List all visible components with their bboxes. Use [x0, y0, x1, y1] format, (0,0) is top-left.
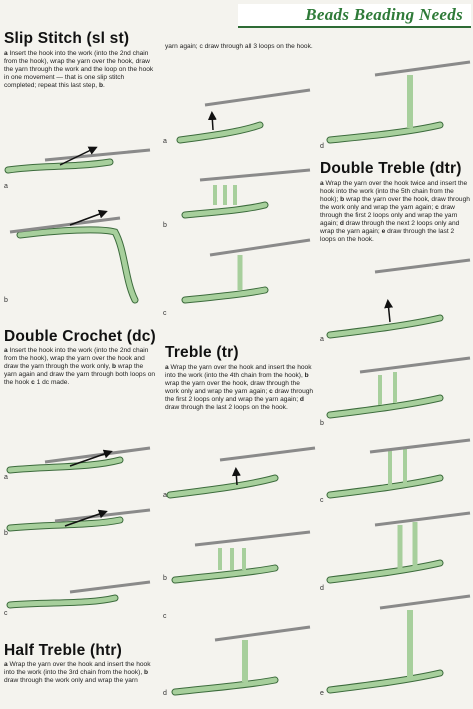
step-key: a	[4, 50, 8, 57]
step-text: draw through the next 2 loops only and wrap the yarn again;	[320, 220, 460, 235]
double-crochet-title: Double Crochet (dc)	[4, 328, 156, 345]
half-treble-title: Half Treble (htr)	[4, 642, 122, 659]
fig-label: c	[163, 310, 167, 317]
fig-label: a	[4, 183, 8, 190]
step-text: Insert the hook into the work (into the 2nd chain from the hook), wrap the yarn over the hook and draw the yarn through the work only,	[4, 347, 149, 370]
fig-label: a	[320, 336, 324, 343]
step-text: wrap the yarn over the hook, draw through the work only and wrap the yarn again;	[165, 380, 300, 395]
fig-label: b	[163, 575, 167, 582]
brand-title: Beads Beading Needs	[305, 5, 463, 24]
step-text: .	[102, 82, 105, 89]
slip-stitch-fig-a	[8, 148, 150, 170]
double-treble-title: Double Treble (dtr)	[320, 160, 462, 177]
treble-fig-b	[175, 532, 310, 580]
half-treble-fig-c	[185, 240, 310, 300]
step-key: e	[381, 228, 386, 235]
step-key: b	[98, 82, 103, 89]
step-text: draw through the first 2 loops only and wrap the yarn again;	[165, 388, 314, 403]
fig-label: d	[163, 690, 167, 697]
double-treble-fig-d	[330, 513, 470, 580]
step-key: b	[304, 372, 309, 379]
fig-label: b	[163, 222, 167, 229]
fig-label: c	[4, 610, 8, 617]
fig-label: a	[163, 138, 167, 145]
step-text: draw through the last 2 loops on the hook.	[165, 404, 288, 411]
treble-fig-d	[175, 627, 310, 692]
step-key: d	[339, 220, 344, 227]
fig-label: d	[320, 143, 324, 150]
double-crochet-fig-c	[10, 582, 150, 605]
step-key: c	[31, 379, 35, 386]
step-key: d	[299, 396, 304, 403]
step-key: b	[112, 363, 117, 370]
step-text: Wrap the yarn over the hook and insert the hook into the work (into the 4th chain from the hook),	[165, 364, 312, 379]
half-treble-fig-a	[180, 90, 310, 140]
step-text: wrap the yarn over the hook, draw through the work only and wrap the yarn again;	[320, 196, 470, 211]
double-crochet-fig-a	[10, 448, 150, 470]
fig-label: c	[320, 497, 324, 504]
step-key: a	[4, 661, 8, 668]
fig-label: d	[320, 585, 324, 592]
step-key: c	[269, 388, 273, 395]
step-text: Wrap the yarn over the hook and insert the hook into the work (into the 3rd chain from the hook),	[4, 661, 151, 676]
double-treble-fig-b	[330, 358, 470, 415]
fig-label: a	[163, 492, 167, 499]
double-treble-fig-c	[330, 440, 470, 495]
step-text: draw through the first 2 loops only and wrap the yarn again;	[320, 204, 458, 227]
fig-label: c	[163, 613, 167, 620]
step-key: b	[144, 669, 149, 676]
slip-stitch-title: Slip Stitch (sl st)	[4, 30, 130, 47]
double-treble-fig-e	[330, 596, 470, 690]
step-text: Insert the hook into the work (into the 2nd chain from the hook), wrap the yarn over the hook, draw the yarn through the work and the loop on the hook in one movement — that is one slip stitch completed; repeat this last step,	[4, 50, 154, 89]
fig-label: b	[4, 297, 8, 304]
step-text: draw through the work only and wrap the yarn	[4, 677, 138, 684]
double-treble-fig-a	[330, 260, 470, 335]
double-crochet-fig-b	[10, 510, 150, 528]
step-key: b	[340, 196, 345, 203]
step-text: Wrap the yarn over the hook twice and insert the hook into the work (into the 5th chain from the hook);	[320, 180, 468, 203]
step-text: wrap the yarn again and draw the yarn through both loops on the hook	[4, 363, 156, 386]
fig-label: b	[320, 420, 324, 427]
step-key: a	[165, 364, 169, 371]
half-treble-fig-final	[330, 62, 470, 140]
slip-stitch-fig-b	[10, 212, 135, 300]
treble-title: Treble (tr)	[165, 344, 239, 361]
step-key: a	[4, 347, 8, 354]
half-treble-continued: yarn again; c draw through all 3 loops on the hook.	[165, 43, 313, 50]
fig-label: b	[4, 530, 8, 537]
fig-label: a	[4, 474, 8, 481]
step-text: draw through the last 2 loops on the hook.	[320, 228, 455, 243]
step-text: 1 dc made.	[34, 379, 70, 386]
fig-label: e	[320, 690, 324, 697]
treble-fig-a	[170, 448, 315, 495]
half-treble-fig-b	[185, 170, 310, 215]
step-key: c	[435, 204, 439, 211]
step-key: a	[320, 180, 324, 187]
